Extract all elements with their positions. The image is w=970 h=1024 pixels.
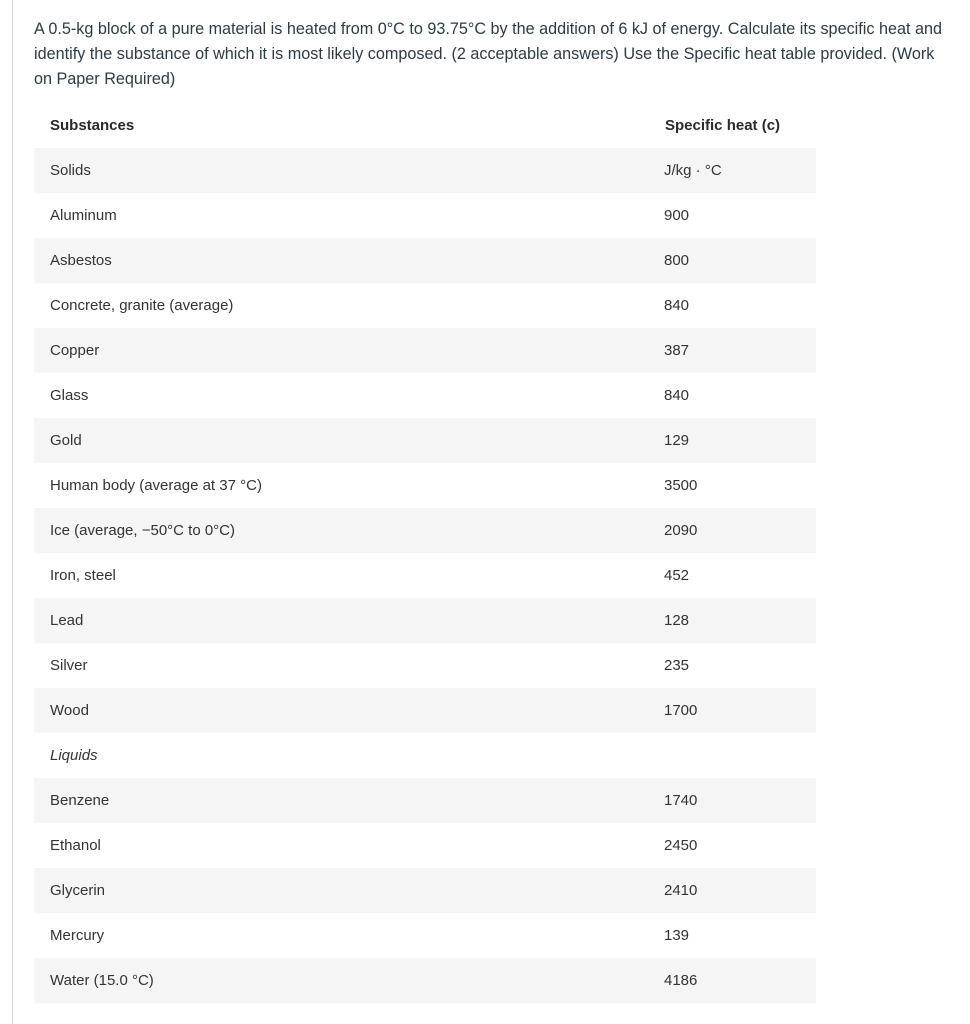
substance-name: Aluminum	[50, 207, 117, 224]
specific-heat-value: J/kg · °C	[649, 148, 816, 193]
specific-heat-value: 387	[649, 328, 816, 373]
specific-heat-value: 128	[649, 598, 816, 643]
specific-heat-value: 139	[664, 927, 690, 944]
table-row	[34, 463, 816, 508]
table-row	[34, 913, 816, 958]
specific-heat-value: 235	[664, 657, 690, 674]
substance-name: Silver	[50, 657, 88, 674]
table-row	[34, 148, 816, 193]
specific-heat-value: 1700	[649, 688, 816, 733]
substance-name: Ice (average, −50°C to 0°C)	[34, 508, 649, 553]
specific-heat-value: 2090	[649, 508, 816, 553]
table-row	[34, 328, 816, 373]
substance-name: Solids	[34, 148, 649, 193]
substance-name: Asbestos	[34, 238, 649, 283]
table-row	[34, 283, 816, 328]
substance-name: Gold	[34, 418, 649, 463]
substance-name: Mercury	[50, 927, 105, 944]
specific-heat-value: 452	[664, 567, 690, 584]
substance-name: Copper	[34, 328, 649, 373]
table-row	[34, 733, 816, 778]
table-row	[34, 193, 816, 238]
table-header-row	[34, 103, 816, 148]
header-specific-heat: Specific heat (c)	[665, 117, 781, 134]
table-row	[34, 688, 816, 733]
specific-heat-value: 4186	[649, 958, 816, 1003]
substance-name: Wood	[34, 688, 649, 733]
specific-heat-value: 3500	[664, 477, 698, 494]
specific-heat-value: 2450	[664, 837, 698, 854]
substance-name: Water (15.0 °C)	[34, 958, 649, 1003]
table-row	[34, 238, 816, 283]
specific-heat-value: 800	[649, 238, 816, 283]
specific-heat-value: 2410	[649, 868, 816, 913]
specific-heat-value	[649, 733, 816, 778]
table-row	[34, 823, 816, 868]
specific-heat-value: 900	[664, 207, 690, 224]
specific-heat-value: 1740	[649, 778, 816, 823]
header-substances: Substances	[50, 117, 135, 134]
substance-name: Benzene	[34, 778, 649, 823]
left-border	[12, 0, 13, 1024]
specific-heat-value: 840	[664, 387, 690, 404]
specific-heat-table	[34, 103, 816, 1003]
table-row	[34, 958, 816, 1003]
table-row	[34, 598, 816, 643]
table-row	[34, 508, 816, 553]
table-row	[34, 868, 816, 913]
substance-name: Glycerin	[34, 868, 649, 913]
substance-name: Lead	[34, 598, 649, 643]
table-row	[34, 778, 816, 823]
specific-heat-value: 840	[664, 297, 690, 314]
table-row	[34, 643, 816, 688]
table-row	[34, 553, 816, 598]
substance-name: Liquids	[50, 747, 98, 764]
substance-name: Ethanol	[50, 837, 101, 854]
table-row	[34, 373, 816, 418]
specific-heat-value: 129	[649, 418, 816, 463]
substance-name: Iron, steel	[50, 567, 116, 584]
question-text: A 0.5-kg block of a pure material is heated from 0°C to 93.75°C by the addition of 6 kJ of energy. Calculate its specific heat and identify the substance of which it is most likely composed. (2 acceptable answers) Use the Specific heat table provided. (Work on Paper Required)	[34, 20, 942, 88]
table-row	[34, 418, 816, 463]
substance-name: Concrete, granite (average)	[50, 297, 234, 314]
substance-name: Human body (average at 37 °C)	[50, 477, 262, 494]
substance-name: Glass	[50, 387, 89, 404]
